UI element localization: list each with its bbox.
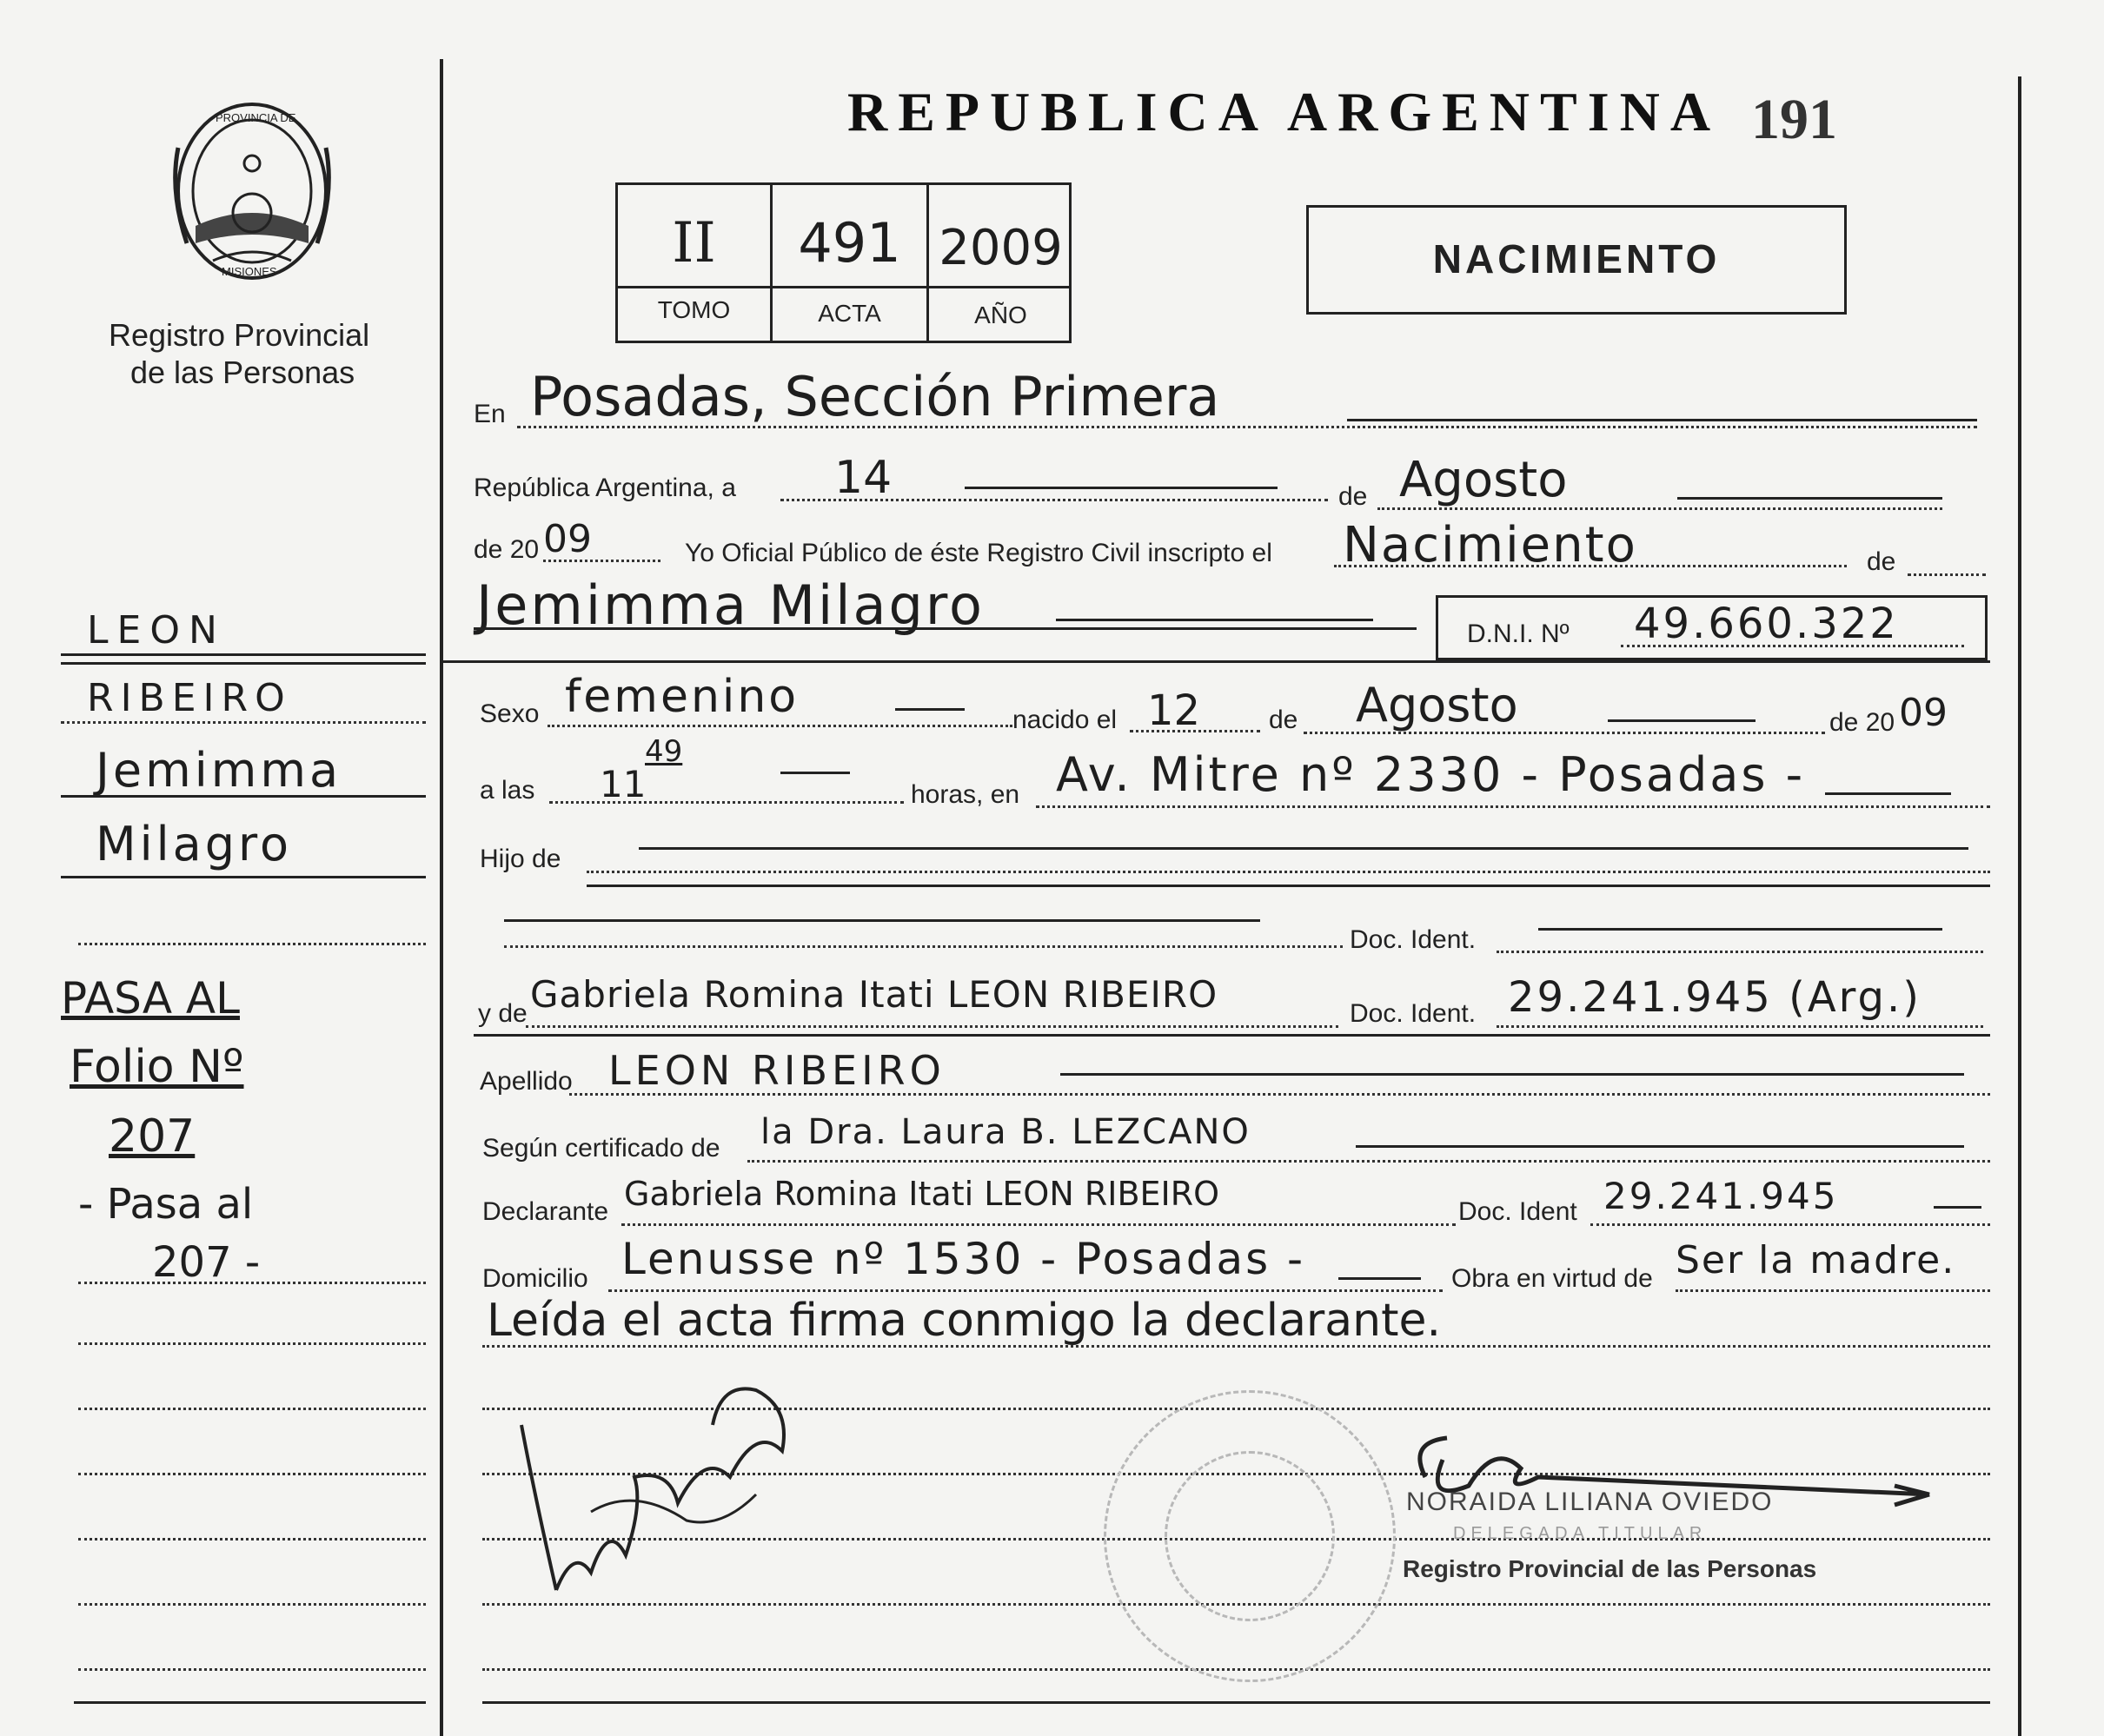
birth-month-value: Agosto (1356, 678, 1518, 732)
mother-dotted-line (526, 1025, 1338, 1028)
record-number-box (615, 182, 1072, 343)
obra-dotted-line (1676, 1289, 1990, 1292)
official-name: NORAIDA LILIANA OVIEDO (1406, 1488, 1774, 1516)
frame-left-border (440, 59, 443, 1736)
margin-note-1: PASA AL (61, 973, 240, 1024)
hijo-filler (639, 847, 1968, 850)
sexo-filler-line (895, 708, 965, 711)
margin-surname-2: RIBEIRO (87, 676, 292, 720)
margin-name-1: Jemimma (96, 743, 342, 798)
mother-value: Gabriela Romina Itati LEON RIBEIRO (530, 973, 1218, 1016)
ano-value: 2009 (939, 220, 1063, 276)
apellido-value: LEON RIBEIRO (608, 1047, 946, 1094)
year-prefix: de 20 (474, 535, 540, 564)
doc-ident-label: Doc. Ident. (1350, 925, 1477, 954)
hijo-double-line (587, 885, 1990, 887)
province-seal (161, 96, 343, 291)
margin-line (61, 795, 426, 798)
section-divider (474, 1034, 1990, 1037)
segun-filler (1356, 1145, 1964, 1148)
margin-line (74, 1701, 426, 1704)
year-dotted-line (543, 560, 660, 562)
closing-value: Leída el acta firma conmigo la declarante. (487, 1295, 1442, 1347)
margin-dotted-line (78, 1282, 426, 1284)
mother-doc-value: 29.241.945 (Arg.) (1508, 973, 1921, 1022)
republica-label: República Argentina, a (474, 474, 736, 502)
domicilio-value: Lenusse nº 1530 - Posadas - (621, 1234, 1306, 1284)
segun-label: Según certificado de (482, 1134, 720, 1163)
de2-dotted-line (1908, 573, 1986, 576)
doc-ident-label-2: Doc. Ident. (1350, 999, 1477, 1028)
section-divider (482, 1701, 1990, 1704)
registry-name-line1: Registro Provincial (109, 317, 370, 353)
dni-value: 49.660.322 (1634, 600, 1899, 648)
tomo-value: II (672, 211, 716, 275)
y-de-label: y de (478, 999, 528, 1028)
day-value: 14 (834, 452, 893, 504)
act-type-box (1306, 205, 1847, 315)
birth-year-prefix: de 20 (1829, 708, 1895, 737)
ano-label: AÑO (974, 301, 1027, 328)
mother-doc-dotted-line (1497, 1025, 1983, 1028)
month-value: Agosto (1399, 452, 1568, 508)
page-title: REPUBLICA ARGENTINA (847, 81, 1722, 142)
de-label-2: de (1867, 547, 1896, 576)
margin-name-2: Milagro (96, 817, 293, 871)
margin-line (61, 653, 426, 656)
father-filler (504, 919, 1260, 922)
birth-day-value: 12 (1147, 686, 1201, 735)
margin-dotted-line (78, 1668, 426, 1671)
margin-dotted-line (78, 1408, 426, 1410)
horas-label: horas, en (911, 780, 1020, 809)
de-label: de (1338, 482, 1368, 511)
child-name-line (474, 627, 1417, 630)
en-label: En (474, 400, 506, 428)
declarante-doc-dotted-line (1590, 1223, 1990, 1226)
inscripto-value: Nacimiento (1343, 517, 1637, 573)
sexo-label: Sexo (480, 699, 540, 728)
registry-name-line2: de las Personas (130, 354, 355, 390)
hour-value: 11 (600, 763, 647, 805)
official-role: DELEGADA TITULAR (1453, 1524, 1708, 1543)
declarant-signature (495, 1373, 808, 1599)
place-filler (1825, 792, 1951, 795)
birth-year-value: 09 (1899, 691, 1948, 735)
month-filler-line (1677, 497, 1942, 500)
hour-filler (780, 772, 850, 774)
act-type: NACIMIENTO (1432, 236, 1721, 282)
birth-month-filler (1608, 719, 1756, 722)
margin-dotted-line (78, 1538, 426, 1541)
child-name-value: Jemimma Milagro (476, 573, 985, 637)
frame-right-border (2018, 76, 2021, 1736)
place-dotted-line (1036, 805, 1990, 808)
dni-label: D.N.I. Nº (1467, 620, 1570, 648)
apellido-label: Apellido (480, 1067, 573, 1096)
sexo-dotted-line (548, 725, 1012, 727)
seal-text-top: PROVINCIA DE (216, 111, 296, 124)
nacido-label: nacido el (1012, 706, 1118, 734)
minute-value: 49 (645, 734, 683, 769)
en-filler-line (1347, 419, 1977, 421)
domicilio-filler (1338, 1277, 1421, 1280)
folio-number: 191 (1751, 88, 1837, 151)
hijo-dotted-line (587, 871, 1990, 873)
domicilio-label: Domicilio (482, 1264, 588, 1293)
segun-value: la Dra. Laura B. LEZCANO (760, 1112, 1251, 1152)
margin-line (61, 876, 426, 878)
hijo-label: Hijo de (480, 845, 561, 873)
margin-dotted-line (78, 1342, 426, 1345)
day-filler-line (965, 487, 1278, 489)
obra-value: Ser la madre. (1676, 1238, 1956, 1282)
margin-note-4: - Pasa al (78, 1180, 254, 1229)
section-divider (443, 660, 1990, 663)
declarante-value: Gabriela Romina Itati LEON RIBEIRO (624, 1175, 1220, 1213)
place-value: Av. Mitre nº 2330 - Posadas - (1056, 747, 1806, 802)
a-las-label: a las (480, 776, 535, 805)
declarante-label: Declarante (482, 1197, 609, 1226)
en-value: Posadas, Sección Primera (530, 365, 1220, 428)
margin-surname-1: LEON (87, 608, 226, 653)
father-doc-filler (1538, 928, 1942, 931)
acta-value: 491 (798, 211, 901, 275)
apellido-filler (1060, 1073, 1964, 1076)
segun-dotted-line (747, 1160, 1990, 1163)
seal-text-bottom: MISIONES (222, 265, 277, 278)
father-dotted-line (504, 945, 1343, 948)
domicilio-dotted-line (608, 1289, 1443, 1292)
official-registry: Registro Provincial de las Personas (1403, 1555, 1817, 1582)
acta-label: ACTA (818, 300, 881, 327)
year-value: 09 (543, 517, 592, 561)
declarante-doc-filler (1934, 1206, 1981, 1209)
margin-dotted-line (78, 943, 426, 945)
tomo-label: TOMO (657, 296, 731, 323)
father-doc-dotted-line (1497, 951, 1983, 953)
margin-dotted-line (78, 1473, 426, 1475)
oficial-text: Yo Oficial Público de éste Registro Civil inscripto el (685, 539, 1272, 567)
declarante-dotted-line (621, 1223, 1456, 1226)
margin-dotted-line (78, 1603, 426, 1606)
declarante-doc-value: 29.241.945 (1603, 1175, 1839, 1217)
margin-note-5: 207 - (152, 1238, 261, 1287)
sexo-value: femenino (565, 671, 800, 723)
official-stamp-inner (1165, 1451, 1335, 1621)
de-label-3: de (1269, 706, 1298, 734)
doc-ident-label-3: Doc. Ident (1458, 1197, 1577, 1226)
margin-note-3: 207 (109, 1110, 196, 1163)
margin-note-2: Folio Nº (70, 1041, 244, 1093)
child-name-filler (1056, 619, 1373, 621)
margin-dotted-line (61, 721, 426, 724)
margin-line (61, 662, 426, 665)
obra-label: Obra en virtud de (1451, 1264, 1653, 1293)
